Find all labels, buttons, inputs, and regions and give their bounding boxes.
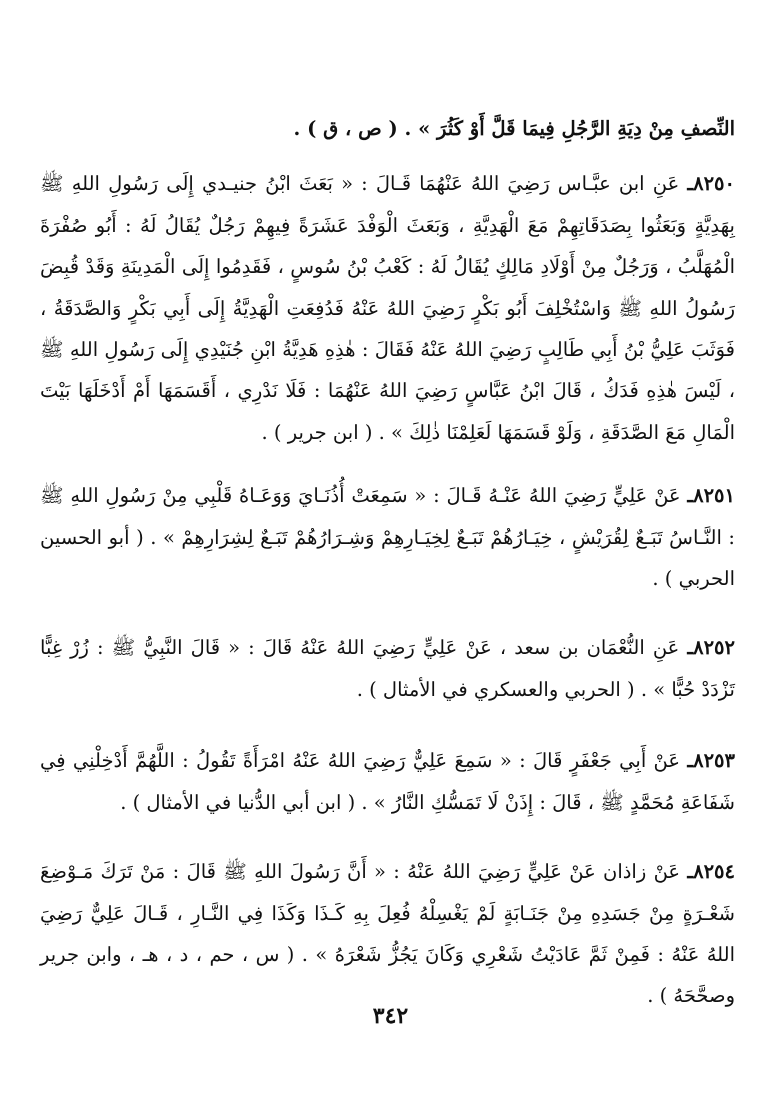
paragraph-text: عَنْ عَلِيٍّ رَضِيَ اللهُ عَنْـهُ قَـالَ : « سَمِعَتْ أُذُنَـايَ وَوَعَـاهُ قَلْبِي مِنْ رَسُولِ اللهِ ﷺ : النَّـاسُ تَبَـعٌ لِقُرَيْشٍ ، خِيَـارُهُمْ تَبَـعٌ لِخِيَـارِهِمْ وَشِـرَارُهُمْ تَبَـعٌ لِشِرَارِهِمْ » . ( أبو الحسين الحربي ) .	[40, 484, 735, 591]
page-number: ٣٤٢	[372, 1003, 409, 1029]
hadith-paragraph	[40, 475, 735, 599]
hadith-number: ٨٢٥٠ـ	[687, 172, 735, 196]
hadith-number: ٨٢٥٢ـ	[687, 636, 735, 660]
paragraph-text: عَنْ زاذان عَنْ عَلِيٍّ رَضِيَ اللهُ عَنْهُ : « أَنَّ رَسُولَ اللهِ ﷺ قَالَ : مَنْ تَرَكَ مَـوْضِعَ شَعْـرَةٍ مِنْ جَسَدِهِ مِنْ جَنَـابَةٍ لَمْ يَغْسِلْهُ فُعِلَ بِهِ كَـذَا وَكَذَا فِي النَّـارِ ، قَـالَ عَلِيٌّ رَضِيَ اللهُ عَنْهُ : فَمِنْ ثَمَّ عَادَيْتُ شَعْرِي وَكَانَ يَجُزُّ شَعْرَهُ » . ( س ، حم ، د ، هـ ، وابن جرير وصحَّحَهُ ) .	[40, 860, 735, 1008]
hadith-number: ٨٢٥١ـ	[687, 484, 735, 508]
paragraph-text: النِّصفِ مِنْ دِيَةِ الرَّجُلِ فِيمَا قَلَّ أَوْ كَثُرَ » . ( ص ، ق ) .	[293, 117, 735, 140]
paragraph-text: عَنِ النُّعْمَان بن سعد ، عَنْ عَلِيٍّ رَضِيَ اللهُ عَنْهُ قَالَ : « قَالَ النَّبِيُّ ﷺ : زُرْ غِبًّا تَزْدَدْ حُبًّا » . ( الحربي والعسكري في الأمثال ) .	[40, 636, 735, 701]
paragraph-text: عَنْ أَبِي جَعْفَرٍ قَالَ : « سَمِعَ عَلِيٌّ رَضِيَ اللهُ عَنْهُ امْرَأَةً تَقُولُ : اللَّهُمَّ أَدْخِلْنِي فِي شَفَاعَةِ مُحَمَّدٍ ﷺ ، قَالَ : إِذَنْ لَا تَمَسُّكِ النَّارُ » . ( ابن أبي الدُّنيا في الأمثال ) .	[40, 749, 735, 814]
hadith-number: ٨٢٥٣ـ	[687, 749, 735, 773]
paragraph-text: عَنِ ابن عبَّـاس رَضِيَ اللهُ عَنْهُمَا قَـالَ : « بَعَثَ ابْنُ جنيـدي إِلَى رَسُولِ اللهِ ﷺ بِهَدِيَّةٍ وَبَعَثُوا بِصَدَقَاتِهِمْ مَعَ الْهَدِيَّةِ ، وَبَعَثَ الْوَفْدَ عَشَرَةً فِيهِمْ رَجُلٌ يُقَالُ لَهُ : أَبُو صُفْرَةَ الْمُهَلَّبُ ، وَرَجُلٌ مِنْ أَوْلَادِ مَالِكٍ يُقَالُ لَهُ : كَعْبُ بْنُ سُوسٍ ، فَقَدِمُوا إِلَى الْمَدِينَةِ وَقَدْ قُبِضَ رَسُولُ اللهِ ﷺ وَاسْتُخْلِفَ أَبُو بَكْرٍ رَضِيَ اللهُ عَنْهُ فَدُفِعَتِ الْهَدِيَّةُ إِلَى أَبِي بَكْرٍ وَالصَّدَقَةُ ، فَوَثَبَ عَلِيُّ بْنُ أَبِي طَالِبٍ رَضِيَ اللهُ عَنْهُ فَقَالَ : هٰذِهِ هَدِيَّةُ ابْنِ جُنَيْدِي إِلَى رَسُولِ اللهِ ﷺ ، لَيْسَ هٰذِهِ فَدَكُ ، قَالَ ابْنُ عَبَّاسٍ رَضِيَ اللهُ عَنْهُمَا : فَلَا نَدْرِي ، أَقَسَمَهَا أَمْ أَدْخَلَهَا بَيْتَ الْمَالِ مَعَ الصَّدَقَةِ ، وَلَوْ قَسَمَهَا لَعَلِمْنَا ذٰلِكَ » . ( ابن جرير ) .	[40, 172, 735, 444]
paragraph-continuation	[40, 108, 735, 149]
hadith-paragraph	[40, 627, 735, 710]
hadith-paragraph	[40, 851, 735, 1017]
hadith-number: ٨٢٥٤ـ	[687, 860, 735, 884]
hadith-paragraph	[40, 740, 735, 823]
hadith-paragraph	[40, 163, 735, 453]
